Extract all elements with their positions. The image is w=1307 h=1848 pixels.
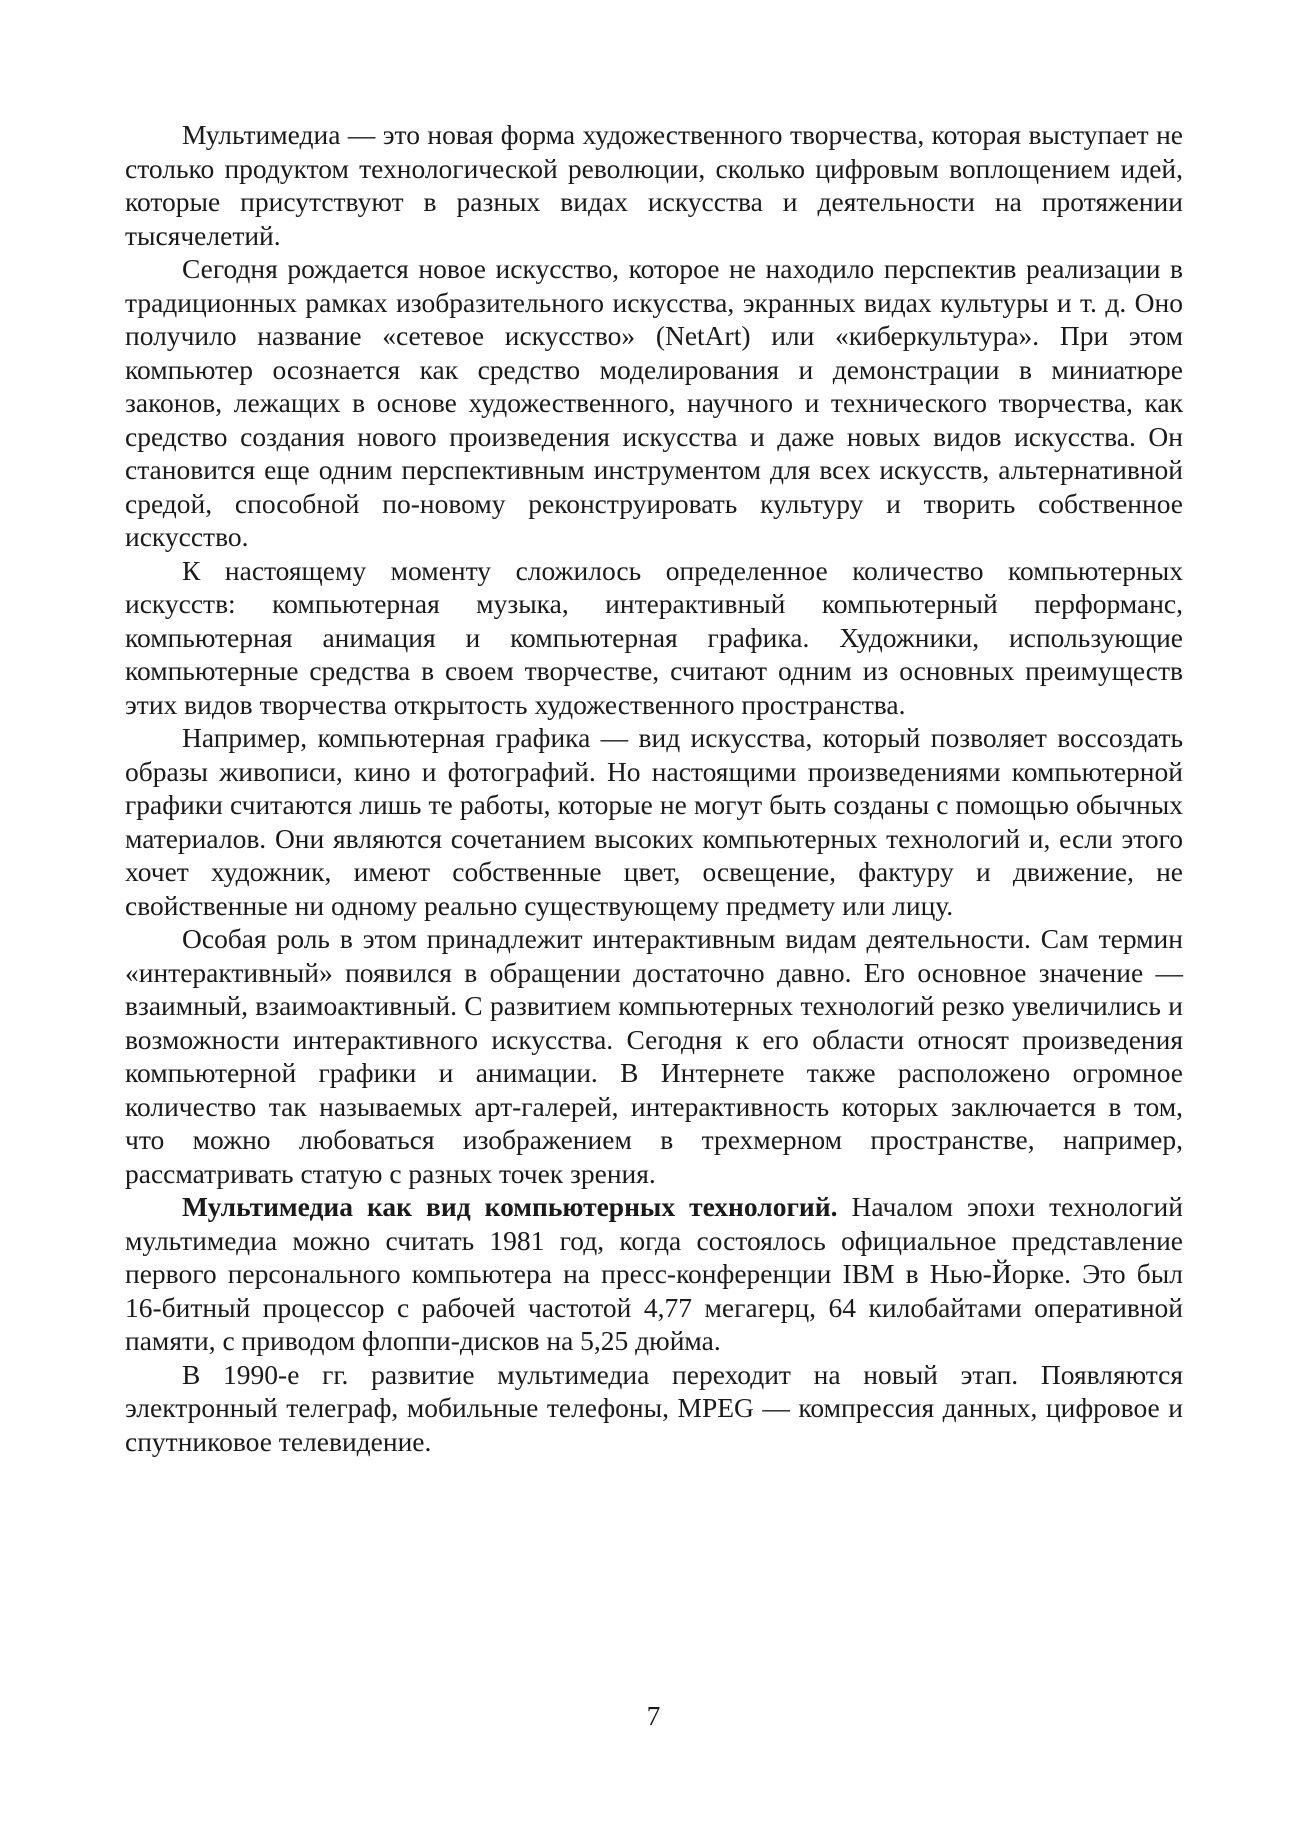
page-number: 7: [646, 1700, 661, 1731]
paragraph-3: К настоящему моменту сложилось определенное количество компьютерных искусств: компьютерная музыка, интерактивный компьютерный перформанс, компьютерная анимация и компьютерная графика. Художники, использующие компьютерные средства в своем творчестве, считают одним из основных преимуществ этих видов творчества открытость художественного пространства.: [125, 554, 1183, 720]
paragraph-1: Мультимедиа — это новая форма художественного творчества, которая выступает не столько продуктом технологической революции, сколько цифровым воплощением идей, которые присутствуют в разных видах искусства и деятельности на протяжении тысячелетий.: [125, 119, 1183, 251]
paragraph-6-text: Началом эпохи технологий мультимедиа можно считать 1981 год, когда состоялось официальное представление первого персонального компьютера на пресс-конференции IBM в Нью-Йорке. Это был 16-битный процессор с рабочей частотой 4,77 мегагерц, 64 килобайтами оперативной памяти, с приводом флоппи-дисков на 5,25 дюйма.: [125, 1191, 1183, 1356]
paragraph-6: [125, 1190, 1183, 1358]
paragraph-4: Например, компьютерная графика — вид искусства, который позволяет воссоздать образы живописи, кино и фотографий. Но настоящими произведениями компьютерной графики считаются лишь те работы, которые не могут быть созданы с помощью обычных материалов. Они являются сочетанием высоких компьютерных технологий и, если этого хочет художник, имеют собственные цвет, освещение, фактуру и движение, не свойственные ни одному реально существующему предмету или лицу.: [125, 722, 1183, 921]
paragraph-5: Особая роль в этом принадлежит интерактивным видам деятельности. Сам термин «интерактивный» появился в обращении достаточно давно. Его основное значение — взаимный, взаимоактивный. С развитием компьютерных технологий резко увеличились и возможности интерактивного искусства. Сегодня к его области относят произведения компьютерной графики и анимации. В Интернете также расположено огромное количество так называемых арт-галерей, интерактивность которых заключается в том, что можно любоваться изображением в трехмерном пространстве, например, рассматривать статую с разных точек зрения.: [125, 923, 1183, 1189]
body-text: [125, 118, 1183, 1458]
paragraph-7: В 1990-е гг. развитие мультимедиа переходит на новый этап. Появляются электронный телеграф, мобильные телефоны, MPEG — компрессия данных, цифровое и спутниковое телевидение.: [125, 1358, 1183, 1457]
section-heading-inline: Мультимедиа как вид компьютерных технологий.: [182, 1191, 838, 1222]
paragraph-2: Сегодня рождается новое искусство, которое не находило перспектив реализации в традиционных рамках изобразительного искусства, экранных видах культуры и т. д. Оно получило название «сетевое искусство» (NetArt) или «киберкультура». При этом компьютер осознается как средство моделирования и демонстрации в миниатюре законов, лежащих в основе художественного, научного и технического творчества, как средство создания нового произведения искусства и даже новых видов искусства. Он становится еще одним перспективным инструментом для всех искусств, альтернативной средой, способной по-новому реконструировать культуру и творить собственное искусство.: [125, 253, 1183, 552]
